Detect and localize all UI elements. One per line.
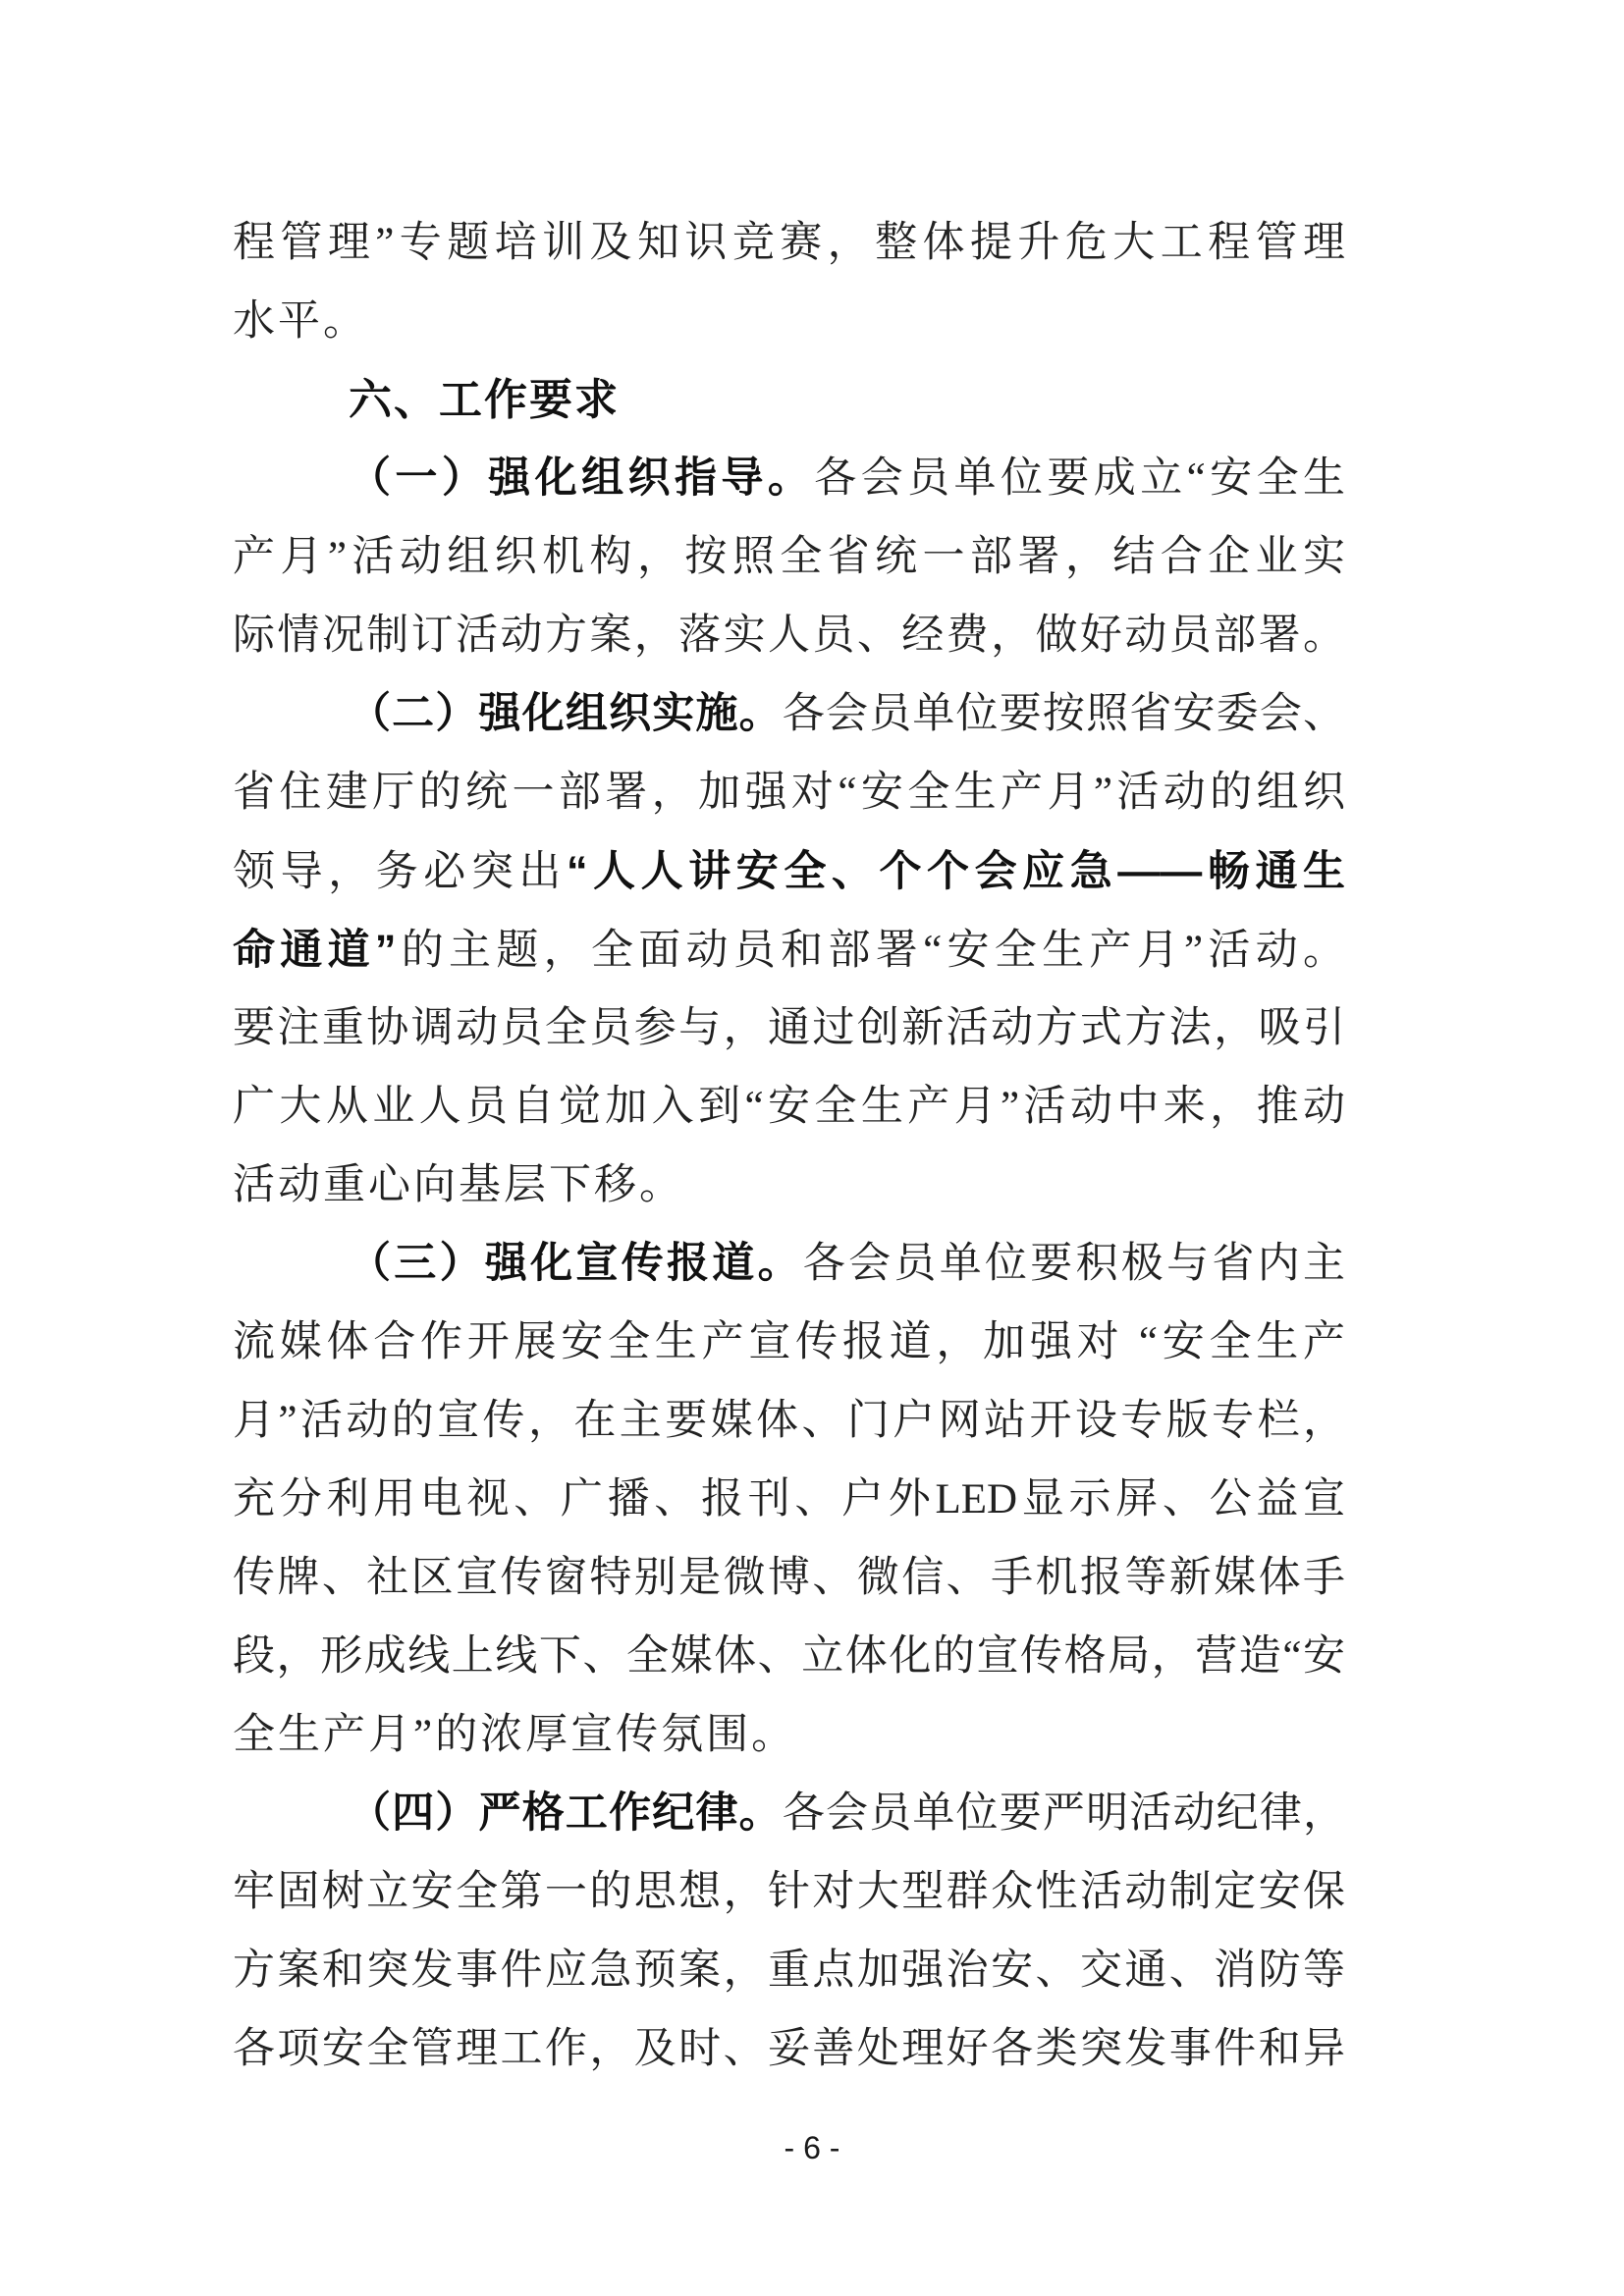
text-line [233, 283, 1345, 361]
body-text: 传牌、社区宣传窗特别是微博、微信、手机报等新媒体手 [233, 1555, 1345, 1601]
body-text: 产月”活动组织机构，按照全省统一部署，结合企业实 [233, 534, 1345, 580]
body-text: 水平。 [233, 298, 368, 345]
body-text: 各项安全管理工作，及时、妥善处理好各类突发事件和异 [233, 2026, 1345, 2072]
text-line [233, 989, 1345, 1068]
body-text: 充分利用电视、广播、报刊、户外LED显示屏、公益宣 [233, 1476, 1345, 1522]
text-line [233, 1932, 1345, 2010]
body-text: 月”活动的宣传，在主要媒体、门户网站开设专版专栏， [233, 1398, 1345, 1444]
text-line [233, 204, 1345, 283]
body-text: 领导，务必突出 [233, 849, 567, 895]
paragraph-lead-bold: （一）强化组织指导。 [349, 455, 815, 502]
text-line [233, 2010, 1345, 2089]
body-text: 广大从业人员自觉加入到“安全生产月”活动中来，推动 [233, 1084, 1345, 1130]
paragraph-lead-bold: （三）强化宣传报道。 [349, 1241, 803, 1287]
body-text: 际情况制订活动方案，落实人员、经费，做好动员部署。 [233, 613, 1345, 659]
body-text: 的主题，全面动员和部署“安全生产月”活动。 [396, 928, 1346, 974]
paragraph-lead-bold: （四）严格工作纪律。 [349, 1790, 783, 1837]
body-text: 各会员单位要严明活动纪律， [782, 1790, 1346, 1837]
body-text: 全生产月”的浓厚宣传氛围。 [233, 1712, 797, 1758]
text-line [233, 1775, 1345, 1853]
text-line [233, 1461, 1345, 1539]
body-text: 牢固树立安全第一的思想，针对大型群众性活动制定安保 [233, 1869, 1345, 1915]
body-text: 程管理”专题培训及知识竞赛，整体提升危大工程管理 [233, 220, 1345, 266]
page-number: - 6 - [784, 2130, 840, 2165]
body-text: 各会员单位要积极与省内主 [802, 1241, 1346, 1287]
body-text: 流媒体合作开展安全生产宣传报道，加强对 “安全生产 [233, 1319, 1345, 1365]
text-line [233, 1225, 1345, 1304]
text-line [233, 832, 1345, 911]
heading-text: 六、工作要求 [349, 376, 620, 424]
document-body [233, 204, 1345, 2089]
text-line [233, 440, 1345, 518]
body-text: 段，形成线上线下、全媒体、立体化的宣传格局，营造“安 [233, 1633, 1345, 1680]
text-line [233, 754, 1345, 832]
body-text: 各会员单位要成立“安全生 [814, 455, 1346, 502]
body-text: 活动重心向基层下移。 [233, 1162, 684, 1208]
paragraph-lead-bold: （二）强化组织实施。 [349, 691, 783, 737]
text-line [233, 597, 1345, 675]
body-text: 要注重协调动员全员参与，通过创新活动方式方法，吸引 [233, 1005, 1345, 1051]
text-line [233, 675, 1345, 754]
body-text: 省住建厅的统一部署，加强对“安全生产月”活动的组织 [233, 770, 1345, 816]
text-line [233, 1147, 1345, 1225]
body-text: 方案和突发事件应急预案，重点加强治安、交通、消防等 [233, 1948, 1345, 1994]
text-line [233, 1382, 1345, 1461]
text-line [233, 1304, 1345, 1382]
text-line [233, 1853, 1345, 1932]
campaign-theme-bold: “人人讲安全、个个会应急——畅通生 [566, 848, 1346, 895]
body-text: 各会员单位要按照省安委会、 [782, 691, 1346, 737]
text-line [233, 1068, 1345, 1147]
text-line [233, 1618, 1345, 1696]
text-line [233, 1696, 1345, 1775]
text-line [233, 518, 1345, 597]
text-line [233, 911, 1345, 989]
section-heading [233, 361, 1345, 440]
text-line [233, 1539, 1345, 1618]
campaign-theme-bold: 命通道” [233, 927, 397, 974]
